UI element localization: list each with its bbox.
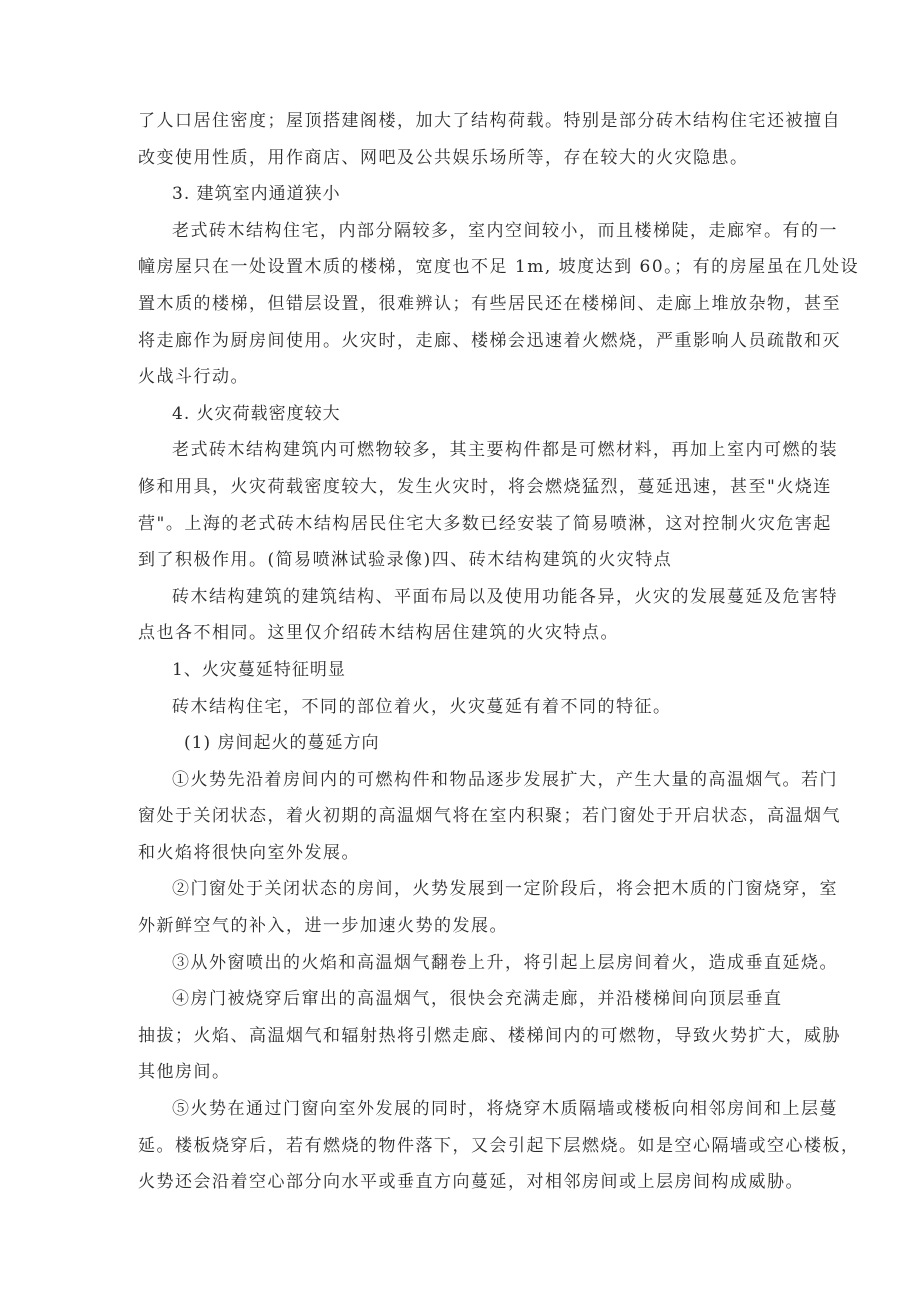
subsection-heading: (1) 房间起火的蔓延方向: [184, 733, 380, 754]
paragraph-line: 外新鲜空气的补入，进一步加速火势的发展。: [138, 916, 508, 937]
paragraph-line: 老式砖木结构建筑内可燃物较多，其主要构件都是可燃材料，再加上室内可燃的装: [172, 440, 838, 461]
paragraph-line: 幢房屋只在一处设置木质的楼梯，宽度也不足 1m, 坡度达到 60。；有的房屋虽在几处设: [138, 257, 860, 278]
paragraph-line: 延。楼板烧穿后，若有燃烧的物件落下，又会引起下层燃烧。如是空心隔墙或空心楼板，: [138, 1135, 860, 1156]
paragraph-line: 到了积极作用。(简易喷淋试验录像)四、砖木结构建筑的火灾特点: [138, 550, 673, 571]
paragraph-line: 修和用具，火灾荷载密度较大，发生火灾时，将会燃烧猛烈，蔓延迅速，甚至"火烧连: [138, 476, 832, 497]
document-body: [138, 103, 860, 1201]
paragraph-line: 和火焰将很快向室外发展。: [138, 842, 360, 863]
paragraph-line: 营"。上海的老式砖木结构居民住宅大多数已经安装了简易喷淋，这对控制火灾危害起: [138, 513, 832, 534]
paragraph-line: 抽拔；火焰、高温烟气和辐射热将引燃走廊、楼梯间内的可燃物，导致火势扩大，威胁: [138, 1025, 841, 1046]
paragraph-line: 砖木结构建筑的建筑结构、平面布局以及使用功能各异，火灾的发展蔓延及危害特: [172, 586, 838, 607]
paragraph-line: 火战斗行动。: [138, 367, 249, 388]
paragraph-line: 点也各不相同。这里仅介绍砖木结构居住建筑的火灾特点。: [138, 623, 619, 644]
list-item: ③从外窗喷出的火焰和高温烟气翻卷上升，将引起上层房间着火，造成垂直延烧。: [172, 952, 838, 973]
paragraph-line: 火势还会沿着空心部分向水平或垂直方向蔓延，对相邻房间或上层房间构成威胁。: [138, 1172, 804, 1193]
list-item: ②门窗处于关闭状态的房间，火势发展到一定阶段后，将会把木质的门窗烧穿，室: [172, 879, 838, 900]
paragraph-line: 砖木结构住宅，不同的部位着火，火灾蔓延有着不同的特征。: [172, 696, 672, 717]
list-item: ⑤火势在通过门窗向室外发展的同时，将烧穿木质隔墙或楼板向相邻房间和上层蔓: [172, 1099, 838, 1120]
paragraph-line: 窗处于关闭状态，着火初期的高温烟气将在室内积聚；若门窗处于开启状态，高温烟气: [138, 806, 841, 827]
paragraph-line: 其他房间。: [138, 1062, 231, 1083]
paragraph-line: 老式砖木结构住宅，内部分隔较多，室内空间较小，而且楼梯陡，走廊窄。有的一: [172, 220, 838, 241]
paragraph-line: 了人口居住密度；屋顶搭建阁楼，加大了结构荷载。特别是部分砖木结构住宅还被擅自: [138, 111, 841, 131]
paragraph-line: 改变使用性质，用作商店、网吧及公共娱乐场所等，存在较大的火灾隐患。: [138, 147, 749, 168]
section-heading: 1、火灾蔓延特征明显: [172, 659, 346, 680]
section-heading: 3. 建筑室内通道狭小: [172, 184, 341, 205]
list-item: ①火势先沿着房间内的可燃构件和物品逐步发展扩大，产生大量的高温烟气。若门: [172, 769, 838, 790]
paragraph-line: 将走廊作为厨房间使用。火灾时，走廊、楼梯会迅速着火燃烧，严重影响人员疏散和灭: [138, 330, 841, 351]
list-item: ④房门被烧穿后窜出的高温烟气，很快会充满走廊，并沿楼梯间向顶层垂直: [172, 989, 783, 1010]
section-heading: 4. 火灾荷载密度较大: [172, 403, 341, 424]
paragraph-line: 置木质的楼梯，但错层设置，很难辨认；有些居民还在楼梯间、走廊上堆放杂物，甚至: [138, 293, 841, 314]
